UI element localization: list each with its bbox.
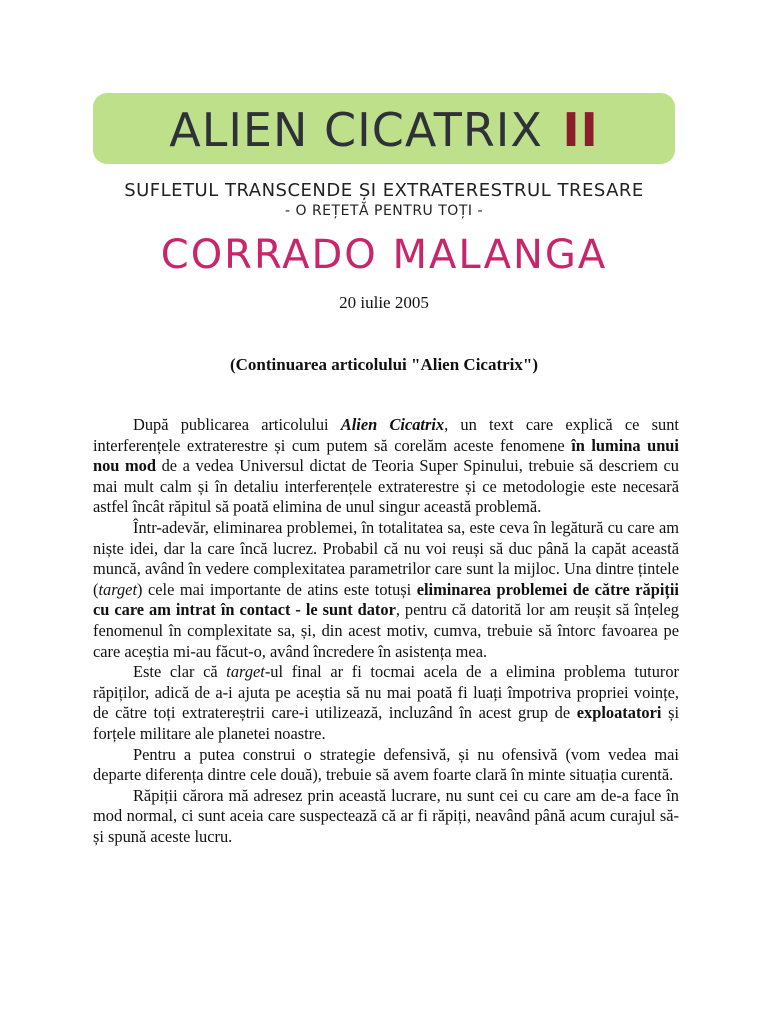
paragraph-text: După publicarea articolului (133, 415, 341, 434)
publication-date: 20 iulie 2005 (339, 293, 429, 312)
paragraph-text: de a vedea Universul dictat de Teoria Super Spinului, trebuie să descriem cu mai mult calm și în detaliu interferențele extraterestre și ce metodologie este necesară astfel încât răpitul să poată elimina de unul singur această problemă. (93, 456, 680, 517)
paragraph (93, 662, 679, 744)
paragraph-text: -ul final ar fi tocmai acela de a elimina problema tuturor răpiților, adică de a-i ajuta pe aceștia să nu mai poată fi luați împotriva propriei voințe, de către toți extratereștrii care-i utilizează, incluzând în acest grup de (93, 662, 680, 723)
paragraph-text: Este clar că (133, 662, 227, 682)
italic-term: target (226, 662, 265, 682)
bold-phrase: eliminarea problemei de către răpiții cu care am intrat în contact - le sunt dator (93, 579, 679, 620)
paragraph-text: Răpiții cărora mă adresez prin această lucrare, nu sunt cei cu care am de-a face în mod normal, ci sunt aceia care suspectează că ar fi răpiți, neavând până acum curajul să-și spună aceste lucru. (93, 785, 679, 846)
author-name: CORRADO MALANGA (160, 232, 608, 278)
subtitle-recipe: - O REȚETĂ PENTRU TOȚI - (284, 203, 483, 219)
paragraph-text: Pentru a putea construi o strategie defensivă, și nu ofensivă (vom vedea mai departe diferența dintre cele două), trebuie să avem foarte clară în minte situația curentă. (93, 744, 679, 785)
continuation-note: (Continuarea articolului "Alien Cicatrix") (229, 355, 538, 374)
article-body (93, 415, 679, 847)
paragraph-text: și forțele militare ale planetei noastre. (93, 703, 680, 743)
banner-title-mark: II (562, 102, 599, 157)
paragraph (93, 745, 679, 786)
paragraph (93, 786, 679, 848)
paragraph-text: Într-adevăr, eliminarea problemei, în totalitatea sa, este ceva în legătură cu care am niște idei, dar la care încă lucrez. Probabil că nu voi reuși să duc până la capăt această muncă, având în vedere complexitatea parametrilor care sunt la mijloc. Una dintre țintele ( (93, 517, 679, 599)
paragraph (93, 415, 679, 518)
subtitle: SUFLETUL TRANSCENDE ȘI EXTRATERESTRUL TRESARE (124, 180, 644, 201)
paragraph (93, 518, 679, 662)
article-title-emphasis: Alien Cicatrix (340, 415, 445, 434)
title-banner (93, 93, 675, 164)
paragraph-text: , un text care explică ce sunt interferențele extraterestre și cum putem să corelăm aceste fenomene (93, 415, 679, 455)
bold-phrase: exploatatori (576, 703, 662, 723)
banner-title (169, 103, 598, 157)
italic-term: target (98, 579, 138, 599)
bold-phrase: în lumina unui nou mod (93, 435, 679, 476)
paragraph-text: , pentru că datorită lor am reușit să înțeleg fenomenul în complexitate sa, și, din acest motiv, cumva, trebuie să întorc favoarea pe care aceștia mi-au făcut-o, având încredere în asistența mea. (93, 600, 680, 661)
paragraph-text: ) cele mai importante de atins este totuși (137, 579, 417, 599)
banner-title-text: ALIEN CICATRIX (169, 102, 543, 157)
